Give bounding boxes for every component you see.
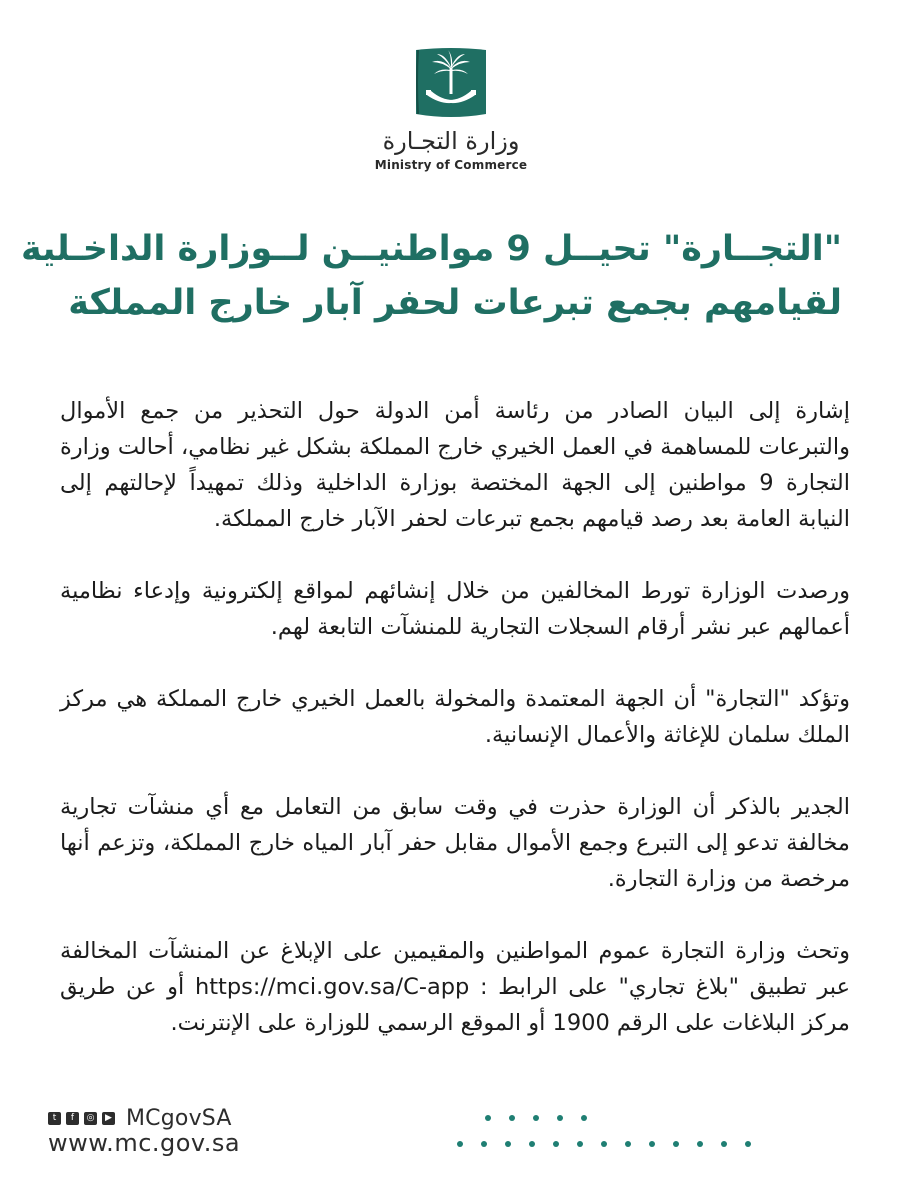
social-handle[interactable]: MCgovSA [126, 1106, 232, 1131]
body-paragraph: ورصدت الوزارة تورط المخالفين من خلال إنشائهم لمواقع إلكترونية وإدعاء نظامية أعمالهم عبر نشر أرقام السجلات التجارية للمنشآت التابعة لهم. [60, 578, 850, 640]
instagram-icon[interactable]: ◎ [84, 1112, 97, 1125]
dot-row-2 [457, 1141, 751, 1147]
headline-line-2: لقيامهم بجمع تبرعات لحفر آبار خارج المملكة [68, 283, 842, 323]
twitter-icon[interactable]: t [48, 1112, 61, 1125]
palm-swords-emblem [412, 44, 490, 122]
body-paragraph: وتحث وزارة التجارة عموم المواطنين والمقيمين على الإبلاغ عن المنشآت المخالفة عبر تطبيق "بلاغ تجاري" على الرابط : https://mci.gov.sa/C-app أو عن طريق مركز البلاغات على الرقم 1900 أو الموقع الرسمي للوزارة على الإنترنت. [60, 938, 850, 1036]
body-paragraph: وتؤكد "التجارة" أن الجهة المعتمدة والمخولة بالعمل الخيري خارج المملكة هي مركز الملك سلمان للإغاثة والأعمال الإنسانية. [60, 686, 850, 748]
headline-line-1: "التجــارة" تحيــل 9 مواطنيــن لــوزارة الداخـلية [21, 229, 842, 269]
dot-row-1 [485, 1115, 587, 1121]
youtube-icon[interactable]: ▶ [102, 1112, 115, 1125]
facebook-icon[interactable]: f [66, 1112, 79, 1125]
body-paragraph: الجدير بالذكر أن الوزارة حذرت في وقت سابق من التعامل مع أي منشآت تجارية مخالفة تدعو إلى التبرع وجمع الأموال مقابل حفر آبار المياه خارج المملكة، وتزعم أنها مرخصة من وزارة التجارة. [60, 794, 850, 892]
ministry-name-english: Ministry of Commerce [374, 158, 528, 172]
page-title [21, 222, 842, 330]
saudi-emblem-logo [412, 44, 490, 122]
social-links [48, 1106, 232, 1131]
press-release-body [60, 393, 850, 1077]
body-paragraph: إشارة إلى البيان الصادر من رئاسة أمن الدولة حول التحذير من جمع الأموال والتبرعات للمساهمة في العمل الخيري خارج المملكة بشكل غير نظامي، أحالت وزارة التجارة 9 مواطنين إلى الجهة المختصة بوزارة الداخلية وذلك تمهيداً لإحالتهم إلى النيابة العامة بعد رصد قيامهم بجمع تبرعات لحفر الآبار خارج المملكة. [60, 398, 850, 532]
website-link[interactable]: www.mc.gov.sa [48, 1129, 241, 1157]
ministry-name-arabic: وزارة التجـارة [382, 127, 520, 155]
